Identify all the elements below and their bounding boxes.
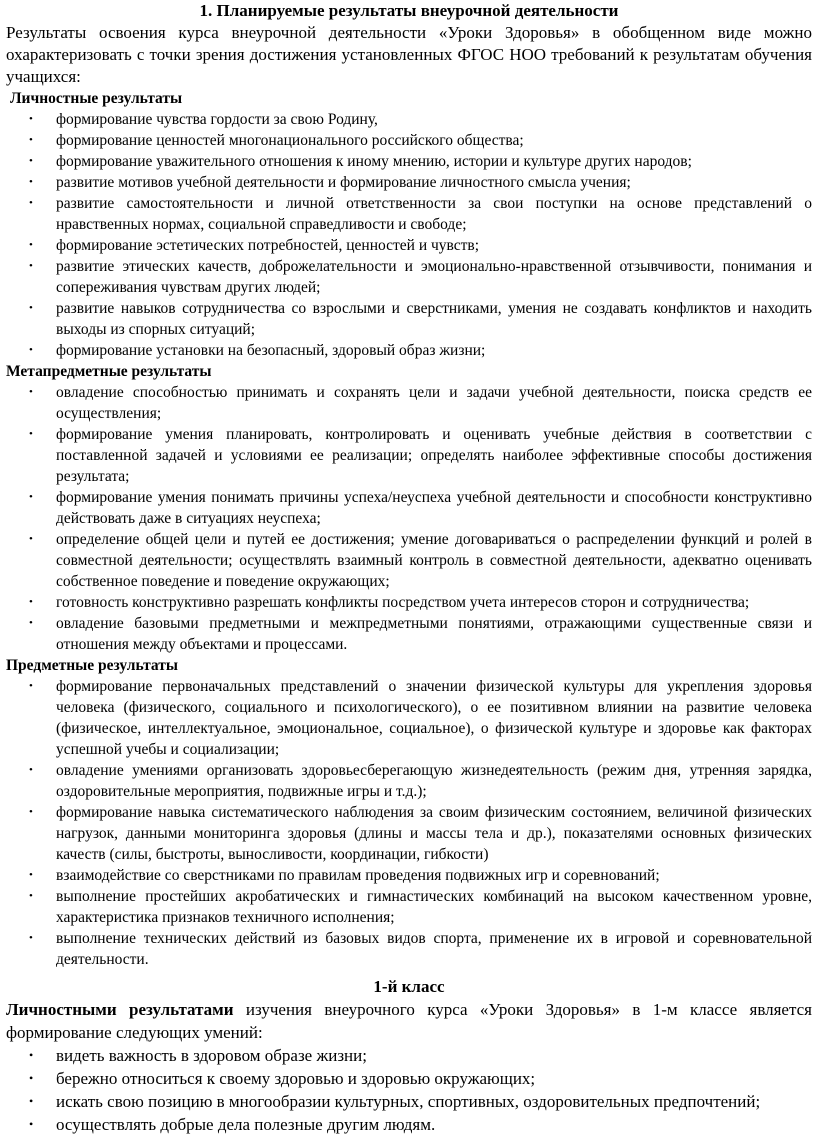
list-item-text: видеть важность в здоровом образе жизни; — [56, 1046, 367, 1065]
list-item — [6, 1113, 812, 1136]
bullet-icon: • — [29, 197, 33, 209]
list-item-text: развитие самостоятельности и личной ответственности за свои поступки на основе представлений о нравственных нормах, социальной справедливости и свободе; — [56, 195, 812, 233]
meta-results-list — [6, 382, 812, 655]
grade1-heading: 1-й класс — [373, 977, 445, 996]
bullet-icon: • — [29, 134, 33, 146]
subject-results-heading: Предметные результаты — [6, 657, 178, 674]
meta-results-heading: Метапредметные результаты — [6, 363, 212, 380]
bullet-icon: • — [29, 617, 33, 629]
list-item — [6, 1044, 812, 1067]
list-item — [6, 193, 812, 235]
bullet-icon: • — [29, 1094, 34, 1108]
bullet-icon: • — [29, 806, 33, 818]
bullet-icon: • — [29, 1048, 34, 1062]
list-item-text: готовность конструктивно разрешать конфликты посредством учета интересов сторон и сотрудничества; — [56, 594, 750, 611]
list-item-text: бережно относиться к своему здоровью и здоровью окружающих; — [56, 1069, 536, 1088]
list-item — [6, 928, 812, 970]
list-item-text: овладение способностью принимать и сохранять цели и задачи учебной деятельности, поиска средств ее осуществления; — [56, 384, 812, 422]
bullet-icon: • — [29, 680, 33, 692]
bullet-icon: • — [29, 155, 33, 167]
grade1-lead-text: изучения внеурочного курса «Уроки Здоровья» в 1-м классе является формирование следующих умений: — [6, 1000, 812, 1042]
bullet-icon: • — [29, 533, 33, 545]
bullet-icon: • — [29, 491, 33, 503]
list-item — [6, 1090, 812, 1113]
list-item — [6, 676, 812, 760]
list-item — [6, 256, 812, 298]
list-item — [6, 529, 812, 592]
list-item-text: искать свою позицию в многообразии культурных, спортивных, оздоровительных предпочтений; — [56, 1092, 761, 1111]
bullet-icon: • — [29, 302, 33, 314]
list-item — [6, 298, 812, 340]
subject-results-list — [6, 676, 812, 970]
list-item — [6, 613, 812, 655]
intro-paragraph: Результаты освоения курса внеурочной деятельности «Уроки Здоровья» в обобщенном виде можно охарактеризовать с точки зрения достижения установленных ФГОС НОО требований к результатам обучения учащихся: — [6, 23, 812, 86]
bullet-icon: • — [29, 890, 33, 902]
list-item-text: формирование уважительного отношения к иному мнению, истории и культуре других народов; — [56, 153, 692, 170]
bullet-icon: • — [29, 1117, 34, 1131]
list-item-text: формирование умения планировать, контролировать и оценивать учебные действия в соответствии с поставленной задачей и условиями ее реализации; определять наиболее эффективные способы достижения результата; — [56, 426, 812, 485]
grade1-skills-list — [6, 1044, 812, 1136]
list-item — [6, 760, 812, 802]
bullet-icon: • — [29, 428, 33, 440]
list-item-text: развитие этических качеств, доброжелательности и эмоционально-нравственной отзывчивости, понимания и сопереживания чувствам других людей; — [56, 258, 812, 296]
list-item-text: выполнение технических действий из базовых видов спорта, применение их в игровой и соревновательной деятельности. — [56, 930, 812, 968]
list-item — [6, 151, 812, 172]
list-item — [6, 109, 812, 130]
bullet-icon: • — [29, 239, 33, 251]
list-item — [6, 424, 812, 487]
bullet-icon: • — [29, 596, 33, 608]
bullet-icon: • — [29, 344, 33, 356]
list-item — [6, 487, 812, 529]
list-item — [6, 592, 812, 613]
grade1-lead — [6, 998, 812, 1044]
list-item — [6, 802, 812, 865]
list-item-text: определение общей цели и путей ее достижения; умение договариваться о распределении функций и ролей в совместной деятельности; осуществлять взаимный контроль в совместной деятельности, адекватно оценивать собственное поведение и поведение окружающих; — [56, 531, 812, 590]
list-item-text: формирование установки на безопасный, здоровый образ жизни; — [56, 342, 486, 359]
personal-results-heading: Личностные результаты — [10, 90, 183, 107]
list-item-text: овладение умениями организовать здоровьесберегающую жизнедеятельность (режим дня, утренняя зарядка, оздоровительные мероприятия, подвижные игры и т.д.); — [56, 762, 812, 800]
bullet-icon: • — [29, 869, 33, 881]
bullet-icon: • — [29, 113, 33, 125]
bullet-icon: • — [29, 1071, 34, 1085]
list-item — [6, 235, 812, 256]
list-item-text: осуществлять добрые дела полезные другим людям. — [56, 1115, 436, 1134]
list-item — [6, 1067, 812, 1090]
list-item-text: формирование чувства гордости за свою Родину, — [56, 111, 378, 128]
list-item-text: выполнение простейших акробатических и гимнастических комбинаций на высоком качественном уровне, характеристика признаков техничного исполнения; — [56, 888, 812, 926]
list-item — [6, 340, 812, 361]
bullet-icon: • — [29, 260, 33, 272]
list-item-text: формирование ценностей многонационального российского общества; — [56, 132, 524, 149]
page-title: 1. Планируемые результаты внеурочной деятельности — [199, 1, 619, 20]
list-item — [6, 865, 812, 886]
bullet-icon: • — [29, 176, 33, 188]
list-item-text: развитие навыков сотрудничества со взрослыми и сверстниками, умения не создавать конфликтов и находить выходы из спорных ситуаций; — [56, 300, 812, 338]
list-item-text: формирование умения понимать причины успеха/неуспеха учебной деятельности и способности конструктивно действовать даже в ситуациях неуспеха; — [56, 489, 812, 527]
list-item — [6, 130, 812, 151]
list-item — [6, 886, 812, 928]
list-item — [6, 172, 812, 193]
list-item-text: формирование навыка систематического наблюдения за своим физическим состоянием, величиной физических нагрузок, данными мониторинга здоровья (длины и массы тела и др.), показателями основных физических качеств (силы, быстроты, выносливости, координации, гибкости) — [56, 804, 812, 863]
bullet-icon: • — [29, 764, 33, 776]
bullet-icon: • — [29, 386, 33, 398]
list-item-text: формирование первоначальных представлений о значении физической культуры для укрепления здоровья человека (физического, социального и психологического), о ее позитивном влиянии на развитие человека (физическое, интеллектуальное, эмоциональное, социальное), о физической культуре и здоровье как факторах успешной учебы и социализации; — [56, 678, 812, 758]
list-item-text: взаимодействие со сверстниками по правилам проведения подвижных игр и соревнований; — [56, 867, 660, 884]
list-item-text: формирование эстетических потребностей, ценностей и чувств; — [56, 237, 480, 254]
grade1-lead-bold: Личностными результатами — [6, 1000, 234, 1019]
list-item — [6, 382, 812, 424]
personal-results-list — [6, 109, 812, 361]
list-item-text: овладение базовыми предметными и межпредметными понятиями, отражающими существенные связи и отношения между объектами и процессами. — [56, 615, 812, 653]
bullet-icon: • — [29, 932, 33, 944]
list-item-text: развитие мотивов учебной деятельности и формирование личностного смысла учения; — [56, 174, 631, 191]
